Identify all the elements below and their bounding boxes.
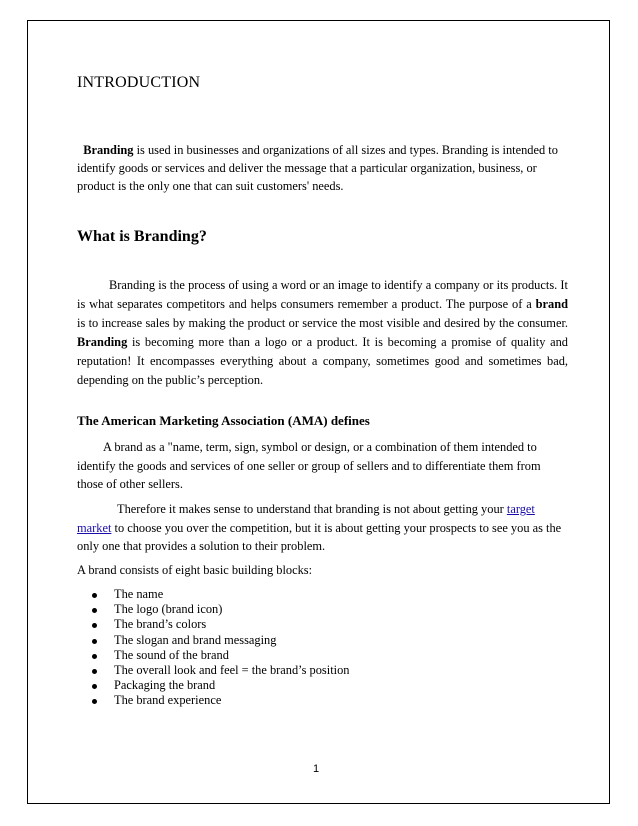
branding-bold-lead: Branding: [83, 143, 134, 157]
building-blocks-intro: A brand consists of eight basic building blocks:: [77, 563, 313, 577]
list-item-text: The sound of the brand: [114, 647, 229, 662]
ama-paragraph-text: A brand as a "name, term, sign, symbol or design, or a combination of them intended to identify the goods and services of one seller or group of sellers and to differentiate them from those of other sellers.: [77, 440, 541, 491]
list-item: [92, 633, 349, 648]
therefore-text-2: to choose you over the competition, but it is about getting your prospects to see you as the only one that provides a solution to their problem.: [77, 520, 562, 553]
list-item-text: The logo (brand icon): [114, 602, 223, 617]
list-item-text: Packaging the brand: [114, 678, 216, 693]
branding-bold: Branding: [77, 335, 128, 349]
definition-text-1: Branding is the process of using a word or an image to identify a company or its products. It is what separates competitors and helps consumers remember a product. The purpose of a: [77, 278, 568, 311]
definition-text-2: is to increase sales by making the product or service the most visible and desired by the consumer.: [77, 316, 568, 330]
list-item: [92, 678, 349, 693]
list-item: [92, 648, 349, 663]
list-item: [92, 617, 349, 632]
page-number: 1: [313, 763, 320, 775]
list-item: [92, 602, 349, 617]
bullet-icon: [92, 654, 97, 659]
introduction-heading: INTRODUCTION: [77, 74, 201, 91]
therefore-paragraph: [77, 500, 567, 556]
list-item-text: The slogan and brand messaging: [114, 632, 277, 647]
what-is-branding-heading: What is Branding?: [77, 228, 207, 245]
definition-text-3: is becoming more than a logo or a product. It is becoming a promise of quality and reputation! It encompasses everything about a company, sometimes good and sometimes bad, depending on the public’s perception.: [77, 335, 568, 387]
list-item-text: The name: [114, 587, 164, 601]
definition-paragraph: [77, 276, 568, 390]
list-item: [92, 693, 349, 708]
list-item: [92, 663, 349, 678]
list-item-text: The brand experience: [114, 693, 222, 708]
building-blocks-list: [92, 587, 349, 709]
therefore-text-1: Therefore it makes sense to understand that branding is not about getting your: [117, 502, 507, 516]
bullet-icon: [92, 623, 97, 628]
list-item-text: The brand’s colors: [114, 617, 207, 632]
bullet-icon: [92, 684, 97, 689]
bullet-icon: [92, 608, 97, 613]
ama-heading: The American Marketing Association (AMA) defines: [77, 413, 370, 428]
list-item-text: The overall look and feel = the brand’s position: [114, 662, 350, 677]
target-market-link[interactable]: target market: [77, 502, 535, 535]
bullet-icon: [92, 593, 97, 598]
ama-paragraph: [77, 438, 567, 494]
bullet-icon: [92, 639, 97, 644]
bullet-icon: [92, 669, 97, 674]
intro-paragraph: [77, 141, 567, 195]
intro-paragraph-text: is used in businesses and organizations of all sizes and types. Branding is intended to identify goods or services and deliver the message that a particular organization, business, or product is the only one that can suit customers' needs.: [77, 143, 558, 193]
bullet-icon: [92, 699, 97, 704]
brand-bold: brand: [535, 297, 568, 311]
list-item: [92, 587, 349, 602]
